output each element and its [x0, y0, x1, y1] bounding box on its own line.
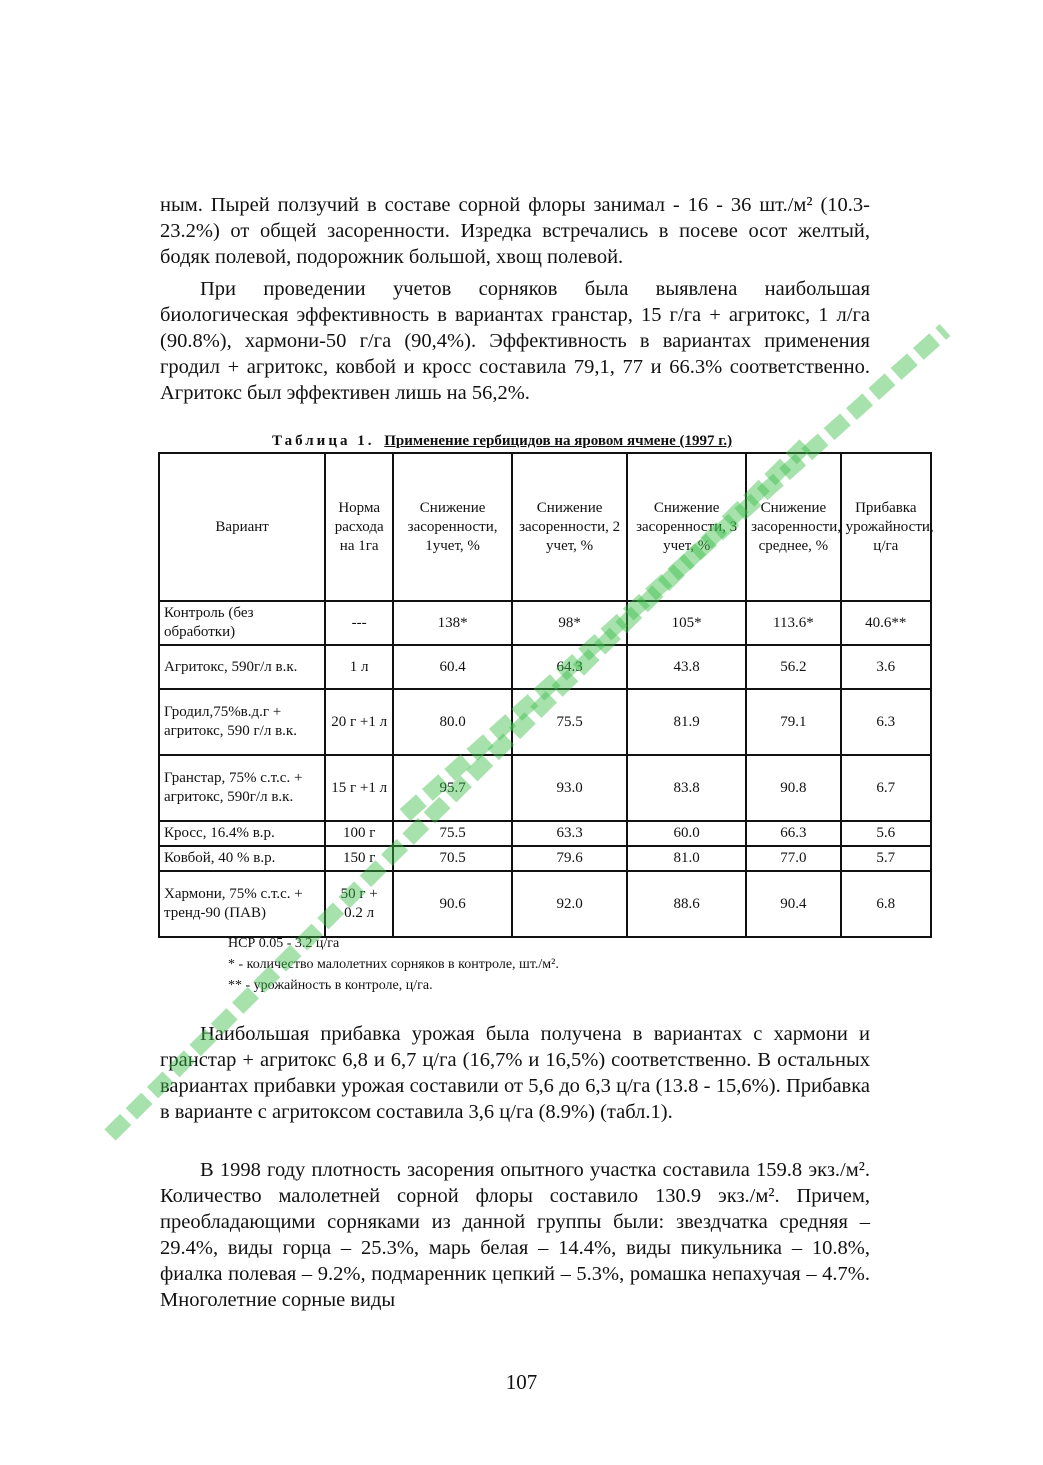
cell-rate: 100 г — [325, 821, 393, 846]
cell-yield-gain: 6.7 — [841, 755, 931, 821]
footnote-ncr: НСР 0.05 - 3.2 ц/га — [228, 936, 340, 951]
cell-yield-gain: 3.6 — [841, 645, 931, 689]
paragraph-4: В 1998 году плотность засорения опытного участка составила 159.8 экз./м². Количество малолетней сорной флоры составило 130.9 экз./м². Причем, преобладающими сорняками из данной группы были: звездчатка средняя – 29.4%, виды горца – 25.3%, марь белая – 14.4%, виды пикульника – 10.8%, фиалка полевая – 9.2%, подмаренник цепкий – 5.3%, ромашка непахучая – 4.7%. Многолетние сорные виды — [160, 1159, 870, 1311]
cell-reduction-1: 95.7 — [393, 755, 512, 821]
cell-variant: Гродил,75%в.д.г + агритокс, 590 г/л в.к. — [159, 689, 325, 755]
cell-reduction-3: 88.6 — [627, 871, 746, 937]
paragraph-2: При проведении учетов сорняков была выявлена наибольшая биологическая эффективность в вариантах гранстар, 15 г/га + агритокс, 1 л/га (90.8%), хармони-50 г/га (90,4%). Эффективность в вариантах применения гродил + агритокс, ковбой и кросс составила 79,1, 77 и 66.3% соответственно. Агритокс был эффективен лишь на 56,2%. — [160, 278, 870, 404]
header-reduction-avg: Снижение засоренности, среднее, % — [746, 453, 840, 601]
cell-reduction-1: 138* — [393, 601, 512, 645]
table-row — [159, 871, 931, 937]
table-row — [159, 645, 931, 689]
cell-reduction-1: 80.0 — [393, 689, 512, 755]
cell-reduction-2: 92.0 — [512, 871, 627, 937]
cell-yield-gain: 40.6** — [841, 601, 931, 645]
cell-variant: Хармони, 75% с.т.с. + тренд-90 (ПАВ) — [159, 871, 325, 937]
table-header-row — [159, 453, 931, 601]
cell-reduction-1: 75.5 — [393, 821, 512, 846]
cell-variant: Кросс, 16.4% в.р. — [159, 821, 325, 846]
table-caption-title: Применение гербицидов на яровом ячмене (1997 г.) — [384, 433, 733, 449]
table-row — [159, 601, 931, 645]
cell-reduction-avg: 90.8 — [746, 755, 840, 821]
table-caption — [272, 433, 732, 450]
cell-reduction-2: 79.6 — [512, 846, 627, 871]
cell-yield-gain: 5.7 — [841, 846, 931, 871]
cell-reduction-3: 81.9 — [627, 689, 746, 755]
cell-reduction-avg: 56.2 — [746, 645, 840, 689]
cell-reduction-2: 64.3 — [512, 645, 627, 689]
cell-reduction-3: 83.8 — [627, 755, 746, 821]
cell-rate: 15 г +1 л — [325, 755, 393, 821]
header-variant: Вариант — [159, 453, 325, 601]
cell-reduction-avg: 79.1 — [746, 689, 840, 755]
cell-rate: 150 г — [325, 846, 393, 871]
cell-yield-gain: 6.3 — [841, 689, 931, 755]
herbicide-table — [158, 452, 932, 938]
table-row — [159, 821, 931, 846]
cell-reduction-2: 93.0 — [512, 755, 627, 821]
cell-reduction-avg: 113.6* — [746, 601, 840, 645]
cell-reduction-avg: 90.4 — [746, 871, 840, 937]
cell-reduction-3: 105* — [627, 601, 746, 645]
header-reduction-1: Снижение засоренности, 1учет, % — [393, 453, 512, 601]
cell-variant: Контроль (без обработки) — [159, 601, 325, 645]
footnote-star: * - количество малолетних сорняков в контроле, шт./м². — [228, 957, 559, 972]
header-reduction-3: Снижение засоренности, 3 учет, % — [627, 453, 746, 601]
table-row — [159, 846, 931, 871]
header-rate: Норма расхода на 1га — [325, 453, 393, 601]
header-reduction-2: Снижение засоренности, 2 учет, % — [512, 453, 627, 601]
cell-yield-gain: 6.8 — [841, 871, 931, 937]
header-yield-gain: Прибавка урожайности, ц/га — [841, 453, 931, 601]
cell-variant: Гранстар, 75% с.т.с. + агритокс, 590г/л в.к. — [159, 755, 325, 821]
cell-reduction-2: 75.5 — [512, 689, 627, 755]
paragraph-1: ным. Пырей ползучий в составе сорной флоры занимал - 16 - 36 шт./м² (10.3-23.2%) от общей засоренности. Изредка встречались в посеве осот желтый, бодяк полевой, подорожник большой, хвощ полевой. — [160, 194, 870, 268]
paragraph-3: Наибольшая прибавка урожая была получена в вариантах с хармони и гранстар + агритокс 6,8 и 6,7 ц/га (16,7% и 16,5%) соответственно. В остальных вариантах прибавки урожая составили от 5,6 до 6,3 ц/га (13.8 - 15,6%). Прибавка в варианте с агритоксом составила 3,6 ц/га (8.9%) (табл.1). — [160, 1023, 870, 1123]
cell-variant: Агритокс, 590г/л в.к. — [159, 645, 325, 689]
cell-rate: 20 г +1 л — [325, 689, 393, 755]
cell-reduction-3: 43.8 — [627, 645, 746, 689]
cell-yield-gain: 5.6 — [841, 821, 931, 846]
table-row — [159, 689, 931, 755]
footnote-double-star: ** - урожайность в контроле, ц/га. — [228, 978, 433, 993]
cell-reduction-2: 98* — [512, 601, 627, 645]
table-row — [159, 755, 931, 821]
table-footnotes — [228, 933, 559, 996]
cell-rate: --- — [325, 601, 393, 645]
cell-rate: 1 л — [325, 645, 393, 689]
cell-rate: 50 г + 0.2 л — [325, 871, 393, 937]
cell-reduction-avg: 77.0 — [746, 846, 840, 871]
cell-reduction-avg: 66.3 — [746, 821, 840, 846]
cell-reduction-1: 90.6 — [393, 871, 512, 937]
cell-reduction-2: 63.3 — [512, 821, 627, 846]
cell-reduction-3: 81.0 — [627, 846, 746, 871]
cell-variant: Ковбой, 40 % в.р. — [159, 846, 325, 871]
cell-reduction-1: 60.4 — [393, 645, 512, 689]
cell-reduction-1: 70.5 — [393, 846, 512, 871]
cell-reduction-3: 60.0 — [627, 821, 746, 846]
table-caption-label: Таблица 1. — [272, 433, 375, 449]
page-number: 107 — [505, 1370, 538, 1394]
